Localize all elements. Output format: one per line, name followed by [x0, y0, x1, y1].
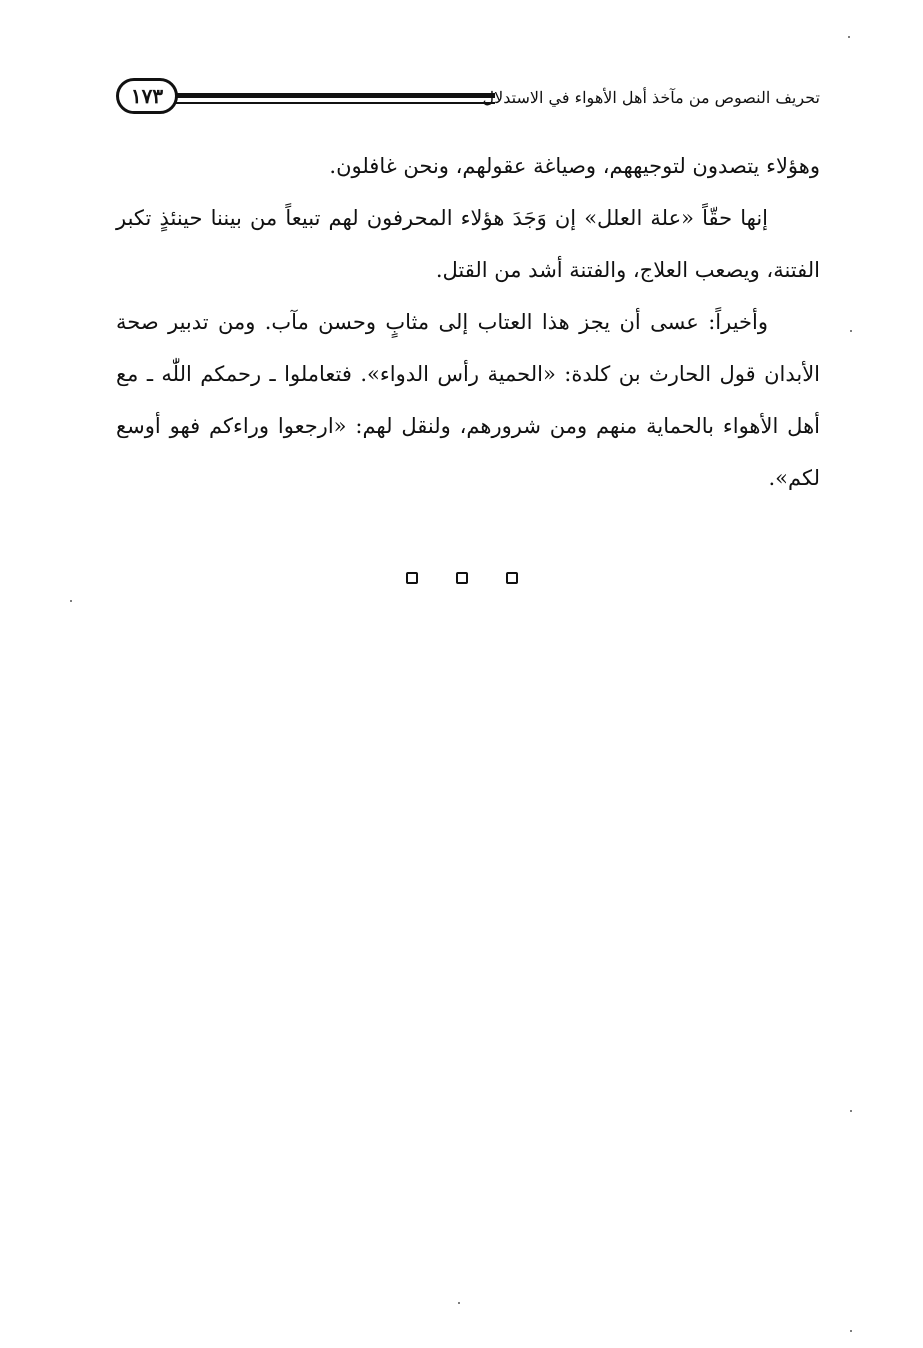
paragraph-2: إنها حقّاً «علة العلل» إن وَجَدَ هؤلاء المحرفون لهم تبيعاً من بيننا حينئذٍ تكبر الفتنة، ويصعب العلاج، والفتنة أشد من القتل.	[116, 206, 820, 282]
scan-speck	[850, 1330, 852, 1332]
header-rule	[176, 90, 495, 110]
scan-speck	[848, 36, 850, 38]
hollow-square-icon	[456, 572, 468, 584]
running-title: تحريف النصوص من مآخذ أهل الأهواء في الاستدلال	[482, 88, 820, 107]
scan-speck	[70, 600, 72, 602]
end-ornament	[406, 572, 518, 590]
paragraph-3: وأخيراً: عسى أن يجز هذا العتاب إلى مثابٍ وحسن مآب. ومن تدبير صحة الأبدان قول الحارث بن كلدة: «الحمية رأس الدواء». فتعاملوا ـ رحمكم اللّٰه ـ مع أهل الأهواء بالحماية منهم ومن شرورهم، ولنقل لهم: «ارجعوا وراءكم فهو أوسع لكم».	[116, 310, 820, 490]
scan-speck	[850, 330, 852, 332]
body-text	[116, 140, 820, 504]
paragraph-1: وهؤلاء يتصدون لتوجيههم، وصياغة عقولهم، ونحن غافلون.	[329, 154, 820, 178]
header-rule-thin	[176, 102, 495, 104]
hollow-square-icon	[406, 572, 418, 584]
page-header	[112, 78, 820, 128]
page-number: ١٧٣	[116, 78, 178, 114]
scan-speck	[458, 1302, 460, 1304]
hollow-square-icon	[506, 572, 518, 584]
header-rule-thick	[176, 93, 495, 98]
scan-speck	[850, 1110, 852, 1112]
